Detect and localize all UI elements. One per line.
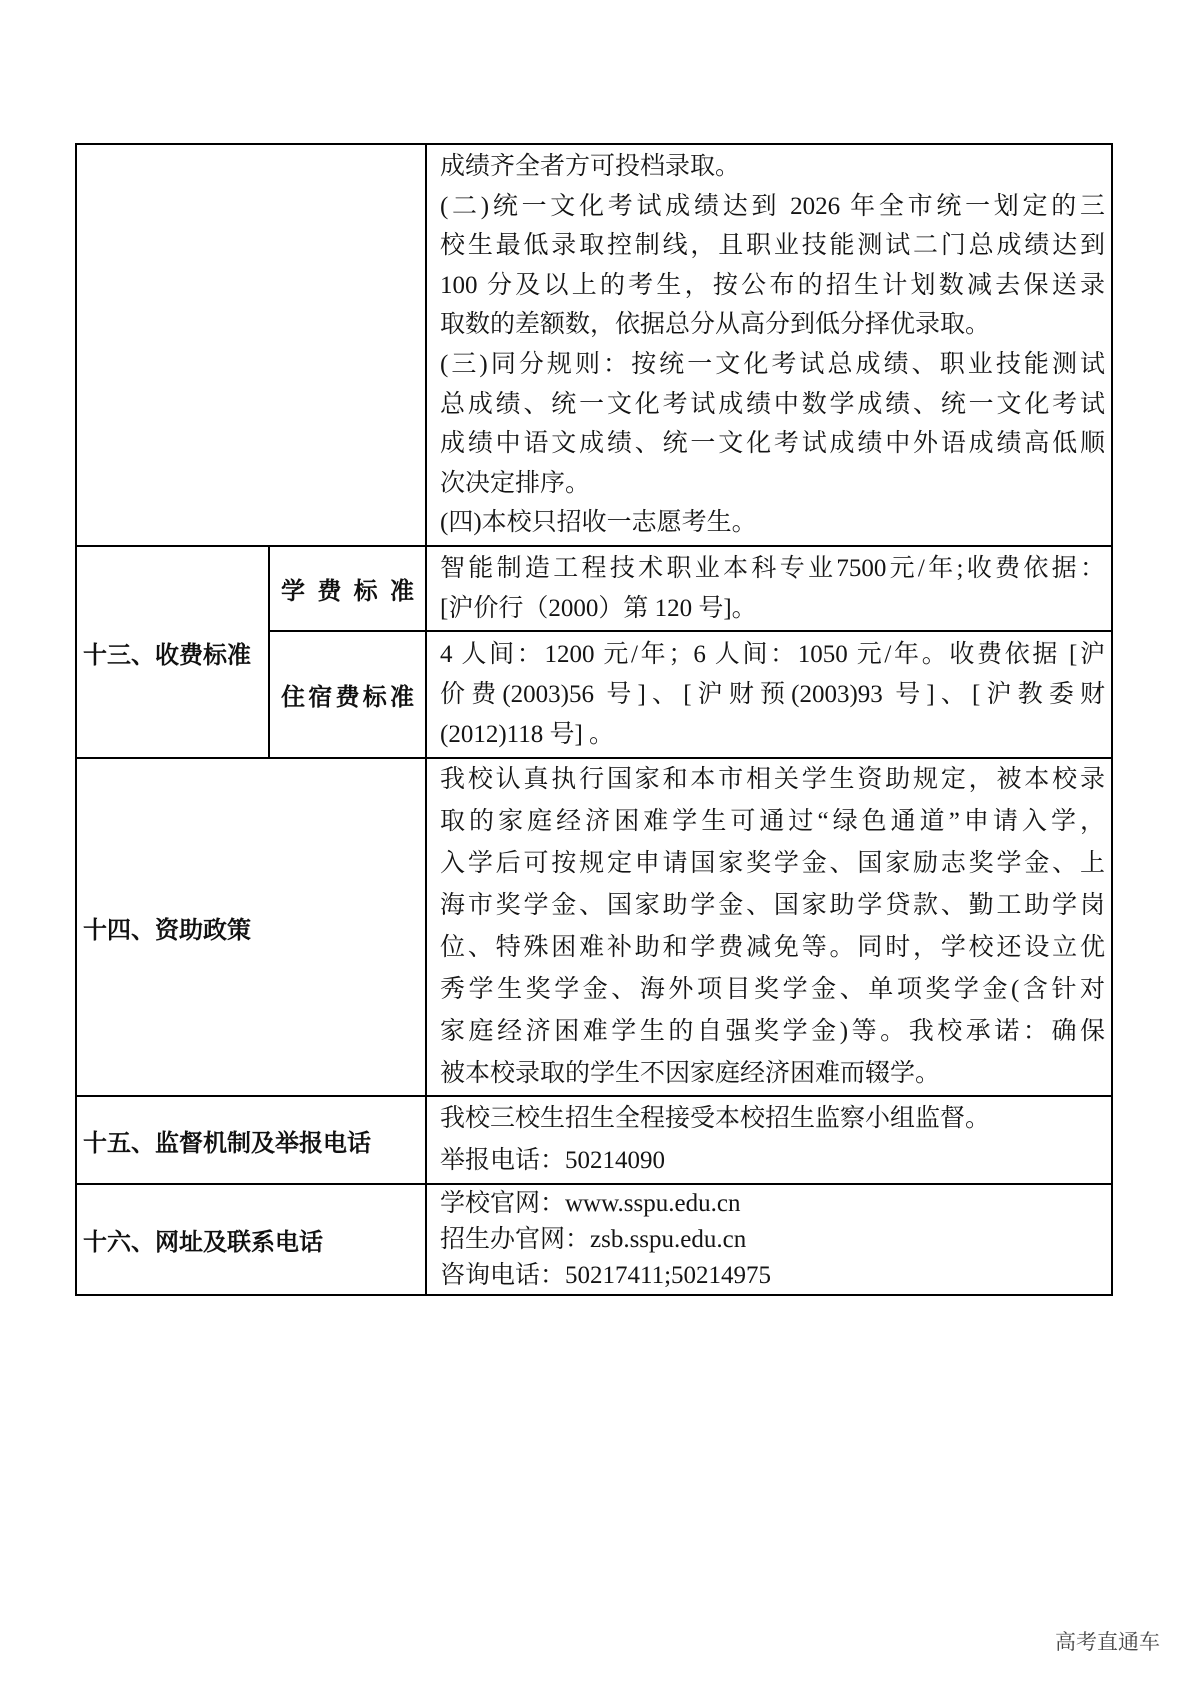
- contact-content: [427, 1185, 1111, 1294]
- content-line: (四)本校只招收一志愿考生。: [440, 509, 757, 537]
- content-line: 成绩齐全者方可投档录取。: [440, 153, 741, 180]
- content-line: 取数的差额数，依据总分从高分到低分择优录取。: [440, 311, 991, 339]
- content-line: 秀学生奖学金、海外项目奖学金、单项奖学金(含针对: [440, 976, 1105, 1003]
- watermark: 高考直通车: [1055, 1631, 1160, 1654]
- content-line: 成绩中语文成绩、统一文化考试成绩中外语成绩高低顺: [440, 430, 1105, 458]
- content-line: 我校认真执行国家和本市相关学生资助规定，被本校录: [440, 766, 1105, 793]
- content-line: 校生最低录取控制线，且职业技能测试二门总成绩达到: [440, 232, 1105, 260]
- housing-label: 住宿费标准: [281, 684, 414, 711]
- tuition-label-cell: [270, 547, 425, 630]
- aid-content: [427, 759, 1111, 1095]
- tuition-content: [427, 547, 1111, 630]
- content-line: 4 人间：1200 元/年；6 人间：1050 元/年。收费依据 [沪: [440, 640, 1105, 668]
- content-line: 被本校录取的学生不因家庭经济困难而辍学。: [440, 1060, 941, 1087]
- content-line: 家庭经济困难学生的自强奖学金)等。我校承诺：确保: [440, 1018, 1105, 1045]
- content-line: 总成绩、统一文化考试成绩中数学成绩、统一文化考试: [440, 390, 1105, 418]
- content-line: 价费(2003)56 号]、[沪财预(2003)93 号]、[沪教委财: [440, 680, 1105, 708]
- content-line: 100 分及以上的考生，按公布的招生计划数减去保送录: [440, 271, 1105, 299]
- admissions-website: 招生办官网：zsb.sspu.edu.cn: [440, 1225, 747, 1253]
- school-website: 学校官网：www.sspu.edu.cn: [440, 1189, 741, 1217]
- housing-label-cell: [270, 632, 425, 757]
- content-line: 次决定排序。: [440, 469, 591, 497]
- consult-phone: 咨询电话：50217411;50214975: [440, 1261, 772, 1289]
- fees-section-label: 十三、收费标准: [77, 547, 268, 757]
- content-line: (2012)118 号] 。: [440, 720, 615, 748]
- supervision-content: [427, 1097, 1111, 1183]
- content-line: 我校三校生招生全程接受本校招生监察小组监督。: [440, 1105, 991, 1132]
- content-line: 海市奖学金、国家助学金、国家助学贷款、勤工助学岗: [440, 892, 1105, 919]
- content-line: [沪价行（2000）第 120 号]。: [440, 594, 757, 622]
- empty-label-cell: [77, 145, 425, 545]
- admission-info-table: [75, 143, 1113, 1296]
- content-line: (二)统一文化考试成绩达到 2026 年全市统一划定的三: [440, 192, 1105, 220]
- content-line: 入学后可按规定申请国家奖学金、国家励志奖学金、上: [440, 850, 1105, 877]
- supervision-section-label: 十五、监督机制及举报电话: [77, 1097, 425, 1183]
- content-line: 智能制造工程技术职业本科专业7500元/年;收费依据：: [440, 554, 1105, 582]
- housing-content: [427, 632, 1111, 757]
- content-line: 位、特殊困难补助和学费减免等。同时，学校还设立优: [440, 934, 1105, 961]
- tuition-label: 学费标准: [281, 578, 414, 605]
- report-phone: 举报电话：50214090: [440, 1147, 666, 1174]
- content-line: (三)同分规则：按统一文化考试总成绩、职业技能测试: [440, 350, 1105, 378]
- content-line: 取的家庭经济困难学生可通过“绿色通道”申请入学，: [440, 808, 1105, 835]
- contact-section-label: 十六、网址及联系电话: [77, 1185, 425, 1294]
- aid-section-label: 十四、资助政策: [77, 759, 425, 1095]
- admission-rules-content: [427, 145, 1111, 545]
